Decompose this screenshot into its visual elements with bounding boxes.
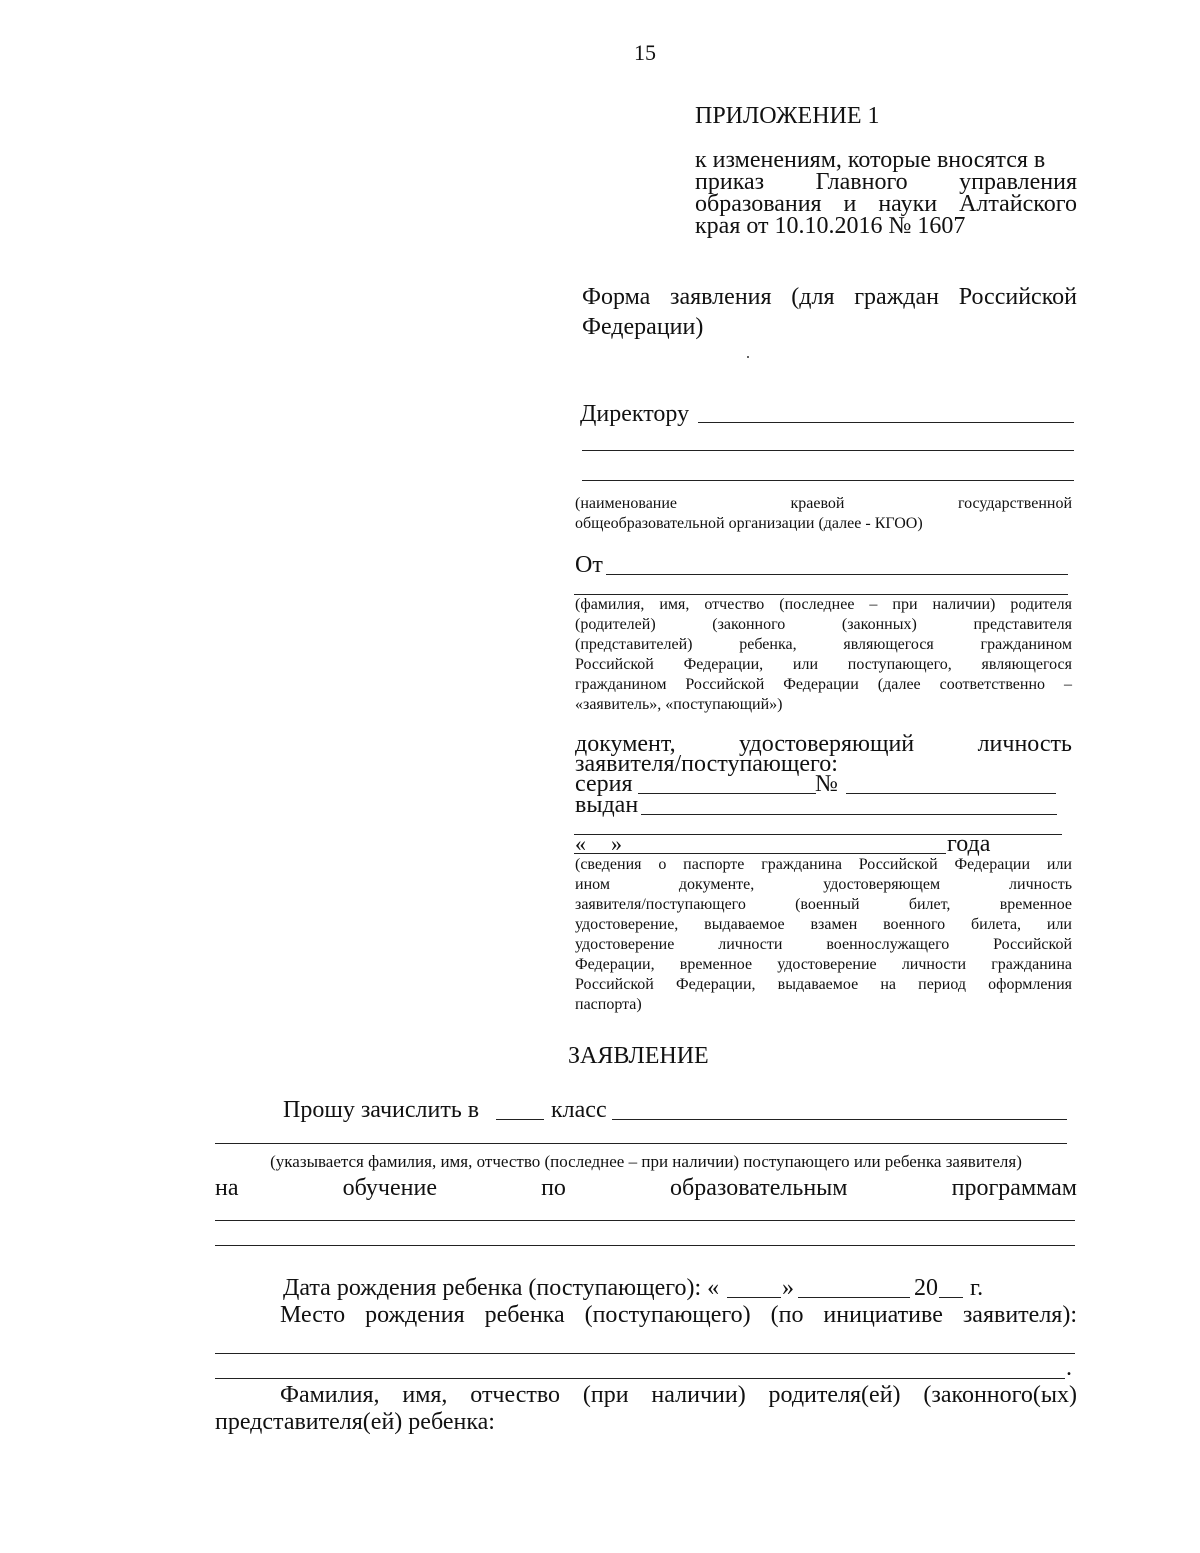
director-label: Директору bbox=[580, 401, 690, 427]
number-label: № bbox=[815, 771, 838, 797]
director-field[interactable] bbox=[582, 480, 1074, 481]
dot-mark bbox=[747, 356, 749, 358]
series-field[interactable] bbox=[638, 793, 816, 794]
birth-place-field[interactable] bbox=[215, 1378, 1065, 1379]
birth-day-field[interactable] bbox=[727, 1297, 781, 1298]
document-note-line: удостоверение, выдаваемое взамен военного билета, или bbox=[575, 916, 1072, 933]
director-note bbox=[575, 494, 1072, 534]
class-number-field[interactable] bbox=[496, 1119, 544, 1120]
request-field[interactable] bbox=[612, 1119, 1067, 1120]
year-label: года bbox=[947, 831, 991, 857]
document-line: документ, удостоверяющий личность bbox=[575, 731, 1072, 757]
form-title-line: Федерации) bbox=[582, 314, 704, 340]
issued-label: выдан bbox=[575, 792, 639, 818]
parents-line: представителя(ей) ребенка: bbox=[215, 1409, 495, 1435]
document-note-line: Федерации, временное удостоверение личности гражданина bbox=[575, 956, 1072, 973]
series-label: серия bbox=[575, 771, 633, 797]
birth-date-mid: » bbox=[782, 1275, 794, 1301]
director-note-line: (наименование краевой государственной bbox=[575, 495, 1072, 512]
from-note-line: «заявитель», «поступающий») bbox=[575, 696, 783, 713]
issue-date-field[interactable] bbox=[574, 853, 946, 854]
birth-month-field[interactable] bbox=[798, 1297, 910, 1298]
appendix-line: к изменениям, которые вносятся в bbox=[695, 147, 1046, 173]
programs-field[interactable] bbox=[215, 1220, 1075, 1221]
document-note-line: паспорта) bbox=[575, 996, 642, 1013]
programs-field[interactable] bbox=[215, 1245, 1075, 1246]
number-field[interactable] bbox=[846, 793, 1056, 794]
page-number: 15 bbox=[634, 40, 656, 65]
birth-year-prefix: 20 bbox=[914, 1275, 938, 1301]
birth-year-field[interactable] bbox=[939, 1297, 963, 1298]
date-open-quote: « bbox=[575, 831, 586, 856]
form-title-line: Форма заявления (для граждан Российской bbox=[582, 284, 1077, 310]
from-note-line: Российской Федерации, или поступающего, являющегося bbox=[575, 656, 1072, 673]
from-note-line: (представителей) ребенка, являющегося гражданином bbox=[575, 636, 1072, 653]
document-heading bbox=[575, 731, 1072, 777]
director-field[interactable] bbox=[582, 450, 1074, 451]
programs-line: на обучение по образовательным программам bbox=[215, 1175, 1077, 1201]
document-note-line: удостоверение личности военнослужащего Российской bbox=[575, 936, 1072, 953]
document-note-line: Российской Федерации, выдаваемое на период оформления bbox=[575, 976, 1072, 993]
document-line: заявителя/поступающего: bbox=[575, 751, 838, 777]
statement-title: ЗАЯВЛЕНИЕ bbox=[568, 1043, 709, 1069]
request-prefix: Прошу зачислить в bbox=[283, 1097, 480, 1123]
from-note-line: (фамилия, имя, отчество (последнее – при наличии) родителя bbox=[575, 596, 1072, 613]
birth-place-label: Место рождения ребенка (поступающего) (по инициативе заявителя): bbox=[280, 1302, 1077, 1328]
birth-date-label: Дата рождения ребенка (поступающего): « bbox=[283, 1275, 720, 1301]
document-note-line: ином документе, удостоверяющем личность bbox=[575, 876, 1072, 893]
parents-line: Фамилия, имя, отчество (при наличии) родителя(ей) (законного(ых) bbox=[280, 1382, 1077, 1408]
from-label: От bbox=[575, 552, 603, 578]
birth-place-end: . bbox=[1066, 1355, 1072, 1381]
child-name-note: (указывается фамилия, имя, отчество (последнее – при наличии) поступающего или ребенка заявителя) bbox=[270, 1152, 1022, 1171]
from-note-line: (родителей) (законного (законных) представителя bbox=[575, 616, 1072, 633]
class-label: класс bbox=[551, 1097, 607, 1123]
from-note-line: гражданином Российской Федерации (далее соответственно – bbox=[575, 676, 1072, 693]
child-name-field[interactable] bbox=[215, 1143, 1067, 1144]
issued-field[interactable] bbox=[641, 814, 1057, 815]
director-field[interactable] bbox=[698, 422, 1074, 423]
document-note bbox=[575, 855, 1072, 1015]
birth-place-field[interactable] bbox=[215, 1353, 1075, 1354]
appendix-line: приказ Главного управления bbox=[695, 169, 1077, 195]
appendix-reference bbox=[695, 147, 1077, 239]
document-note-line: (сведения о паспорте гражданина Российской Федерации или bbox=[575, 856, 1072, 873]
from-note bbox=[575, 595, 1072, 715]
appendix-title: ПРИЛОЖЕНИЕ 1 bbox=[695, 103, 880, 129]
form-title bbox=[582, 285, 1077, 345]
document-note-line: заявителя/поступающего (военный билет, временное bbox=[575, 896, 1072, 913]
date-close-quote: » bbox=[611, 831, 622, 856]
appendix-line: края от 10.10.2016 № 1607 bbox=[695, 213, 966, 239]
appendix-line: образования и науки Алтайского bbox=[695, 191, 1077, 217]
birth-year-suffix: г. bbox=[970, 1275, 984, 1301]
from-field[interactable] bbox=[606, 574, 1068, 575]
director-note-line: общеобразовательной организации (далее - КГОО) bbox=[575, 515, 923, 532]
